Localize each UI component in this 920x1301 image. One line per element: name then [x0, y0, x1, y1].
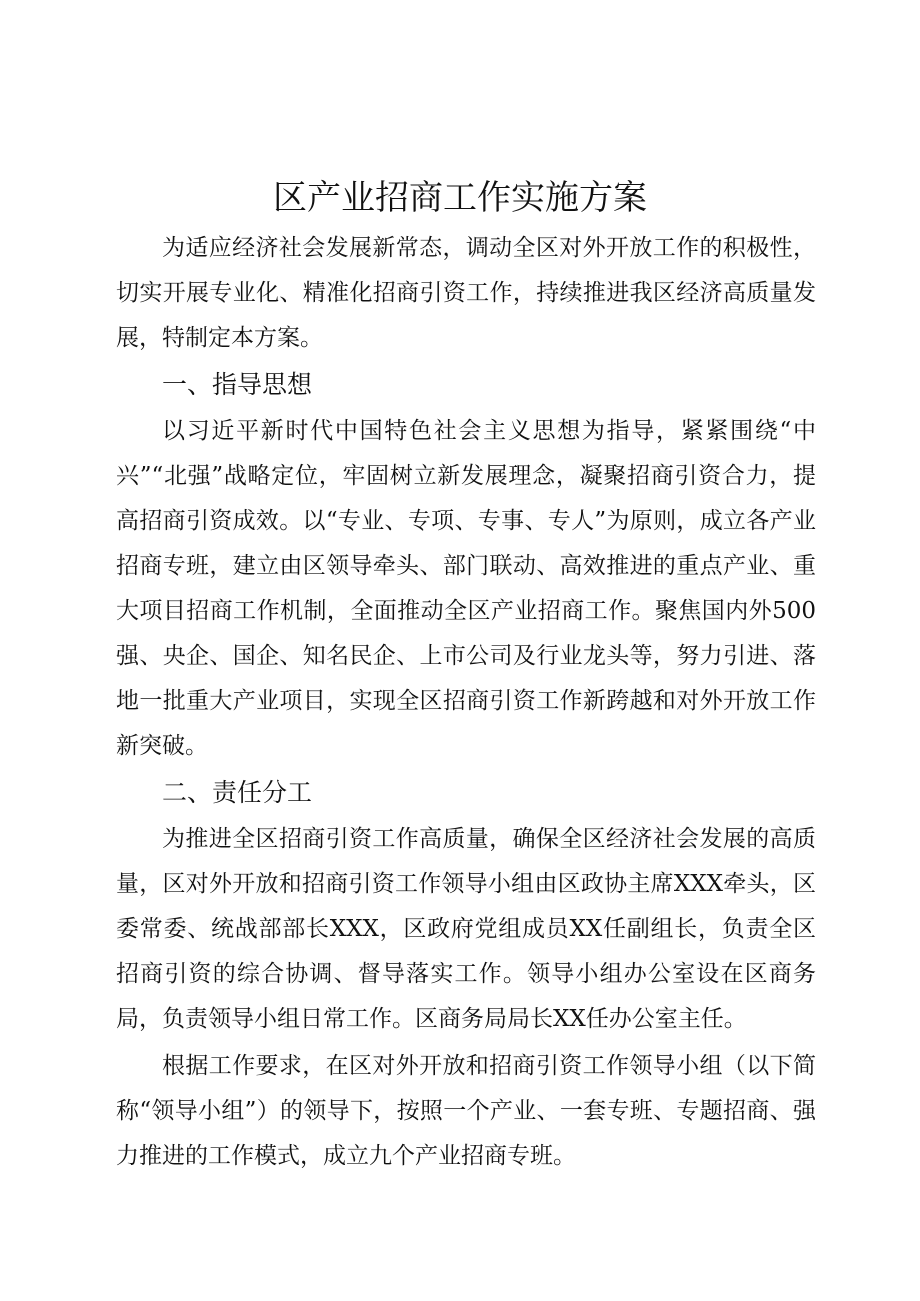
guiding-ideology-paragraph: 以习近平新时代中国特色社会主义思想为指导，紧紧围绕“中兴”“北强”战略定位，牢固树立新发展理念，凝聚招商引资合力，提高招商引资成效。以“专业、专项、专事、专人”为原则，成立各产业招商专班，建立由区领导牵头、部门联动、高效推进的重点产业、重大项目招商工作机制，全面推动全区产业招商工作。聚焦国内外500强、央企、国企、知名民企、上市公司及行业龙头等，努力引进、落地一批重大产业项目，实现全区招商引资工作新跨越和对外开放工作新突破。 — [116, 418, 816, 759]
section-heading-guiding-ideology: 一、指导思想 — [162, 370, 313, 399]
document-body — [116, 226, 816, 1179]
responsibilities-paragraph-2: 根据工作要求，在区对外开放和招商引资工作领导小组（以下简称“领导小组”）的领导下，按照一个产业、一套专班、专题招商、强力推进的工作模式，成立九个产业招商专班。 — [116, 1053, 816, 1169]
intro-paragraph: 为适应经济社会发展新常态，调动全区对外开放工作的积极性，切实开展专业化、精准化招商引资工作，持续推进我区经济高质量发展，特制定本方案。 — [116, 235, 816, 351]
document-title: 区产业招商工作实施方案 — [273, 178, 647, 218]
section-heading-responsibilities: 二、责任分工 — [162, 778, 313, 807]
responsibilities-paragraph-1: 为推进全区招商引资工作高质量，确保全区经济社会发展的高质量，区对外开放和招商引资工作领导小组由区政协主席XXX牵头，区委常委、统战部部长XXX，区政府党组成员XX任副组长，负责全区招商引资的综合协调、督导落实工作。领导小组办公室设在区商务局，负责领导小组日常工作。区商务局局长XX任办公室主任。 — [116, 826, 816, 1032]
